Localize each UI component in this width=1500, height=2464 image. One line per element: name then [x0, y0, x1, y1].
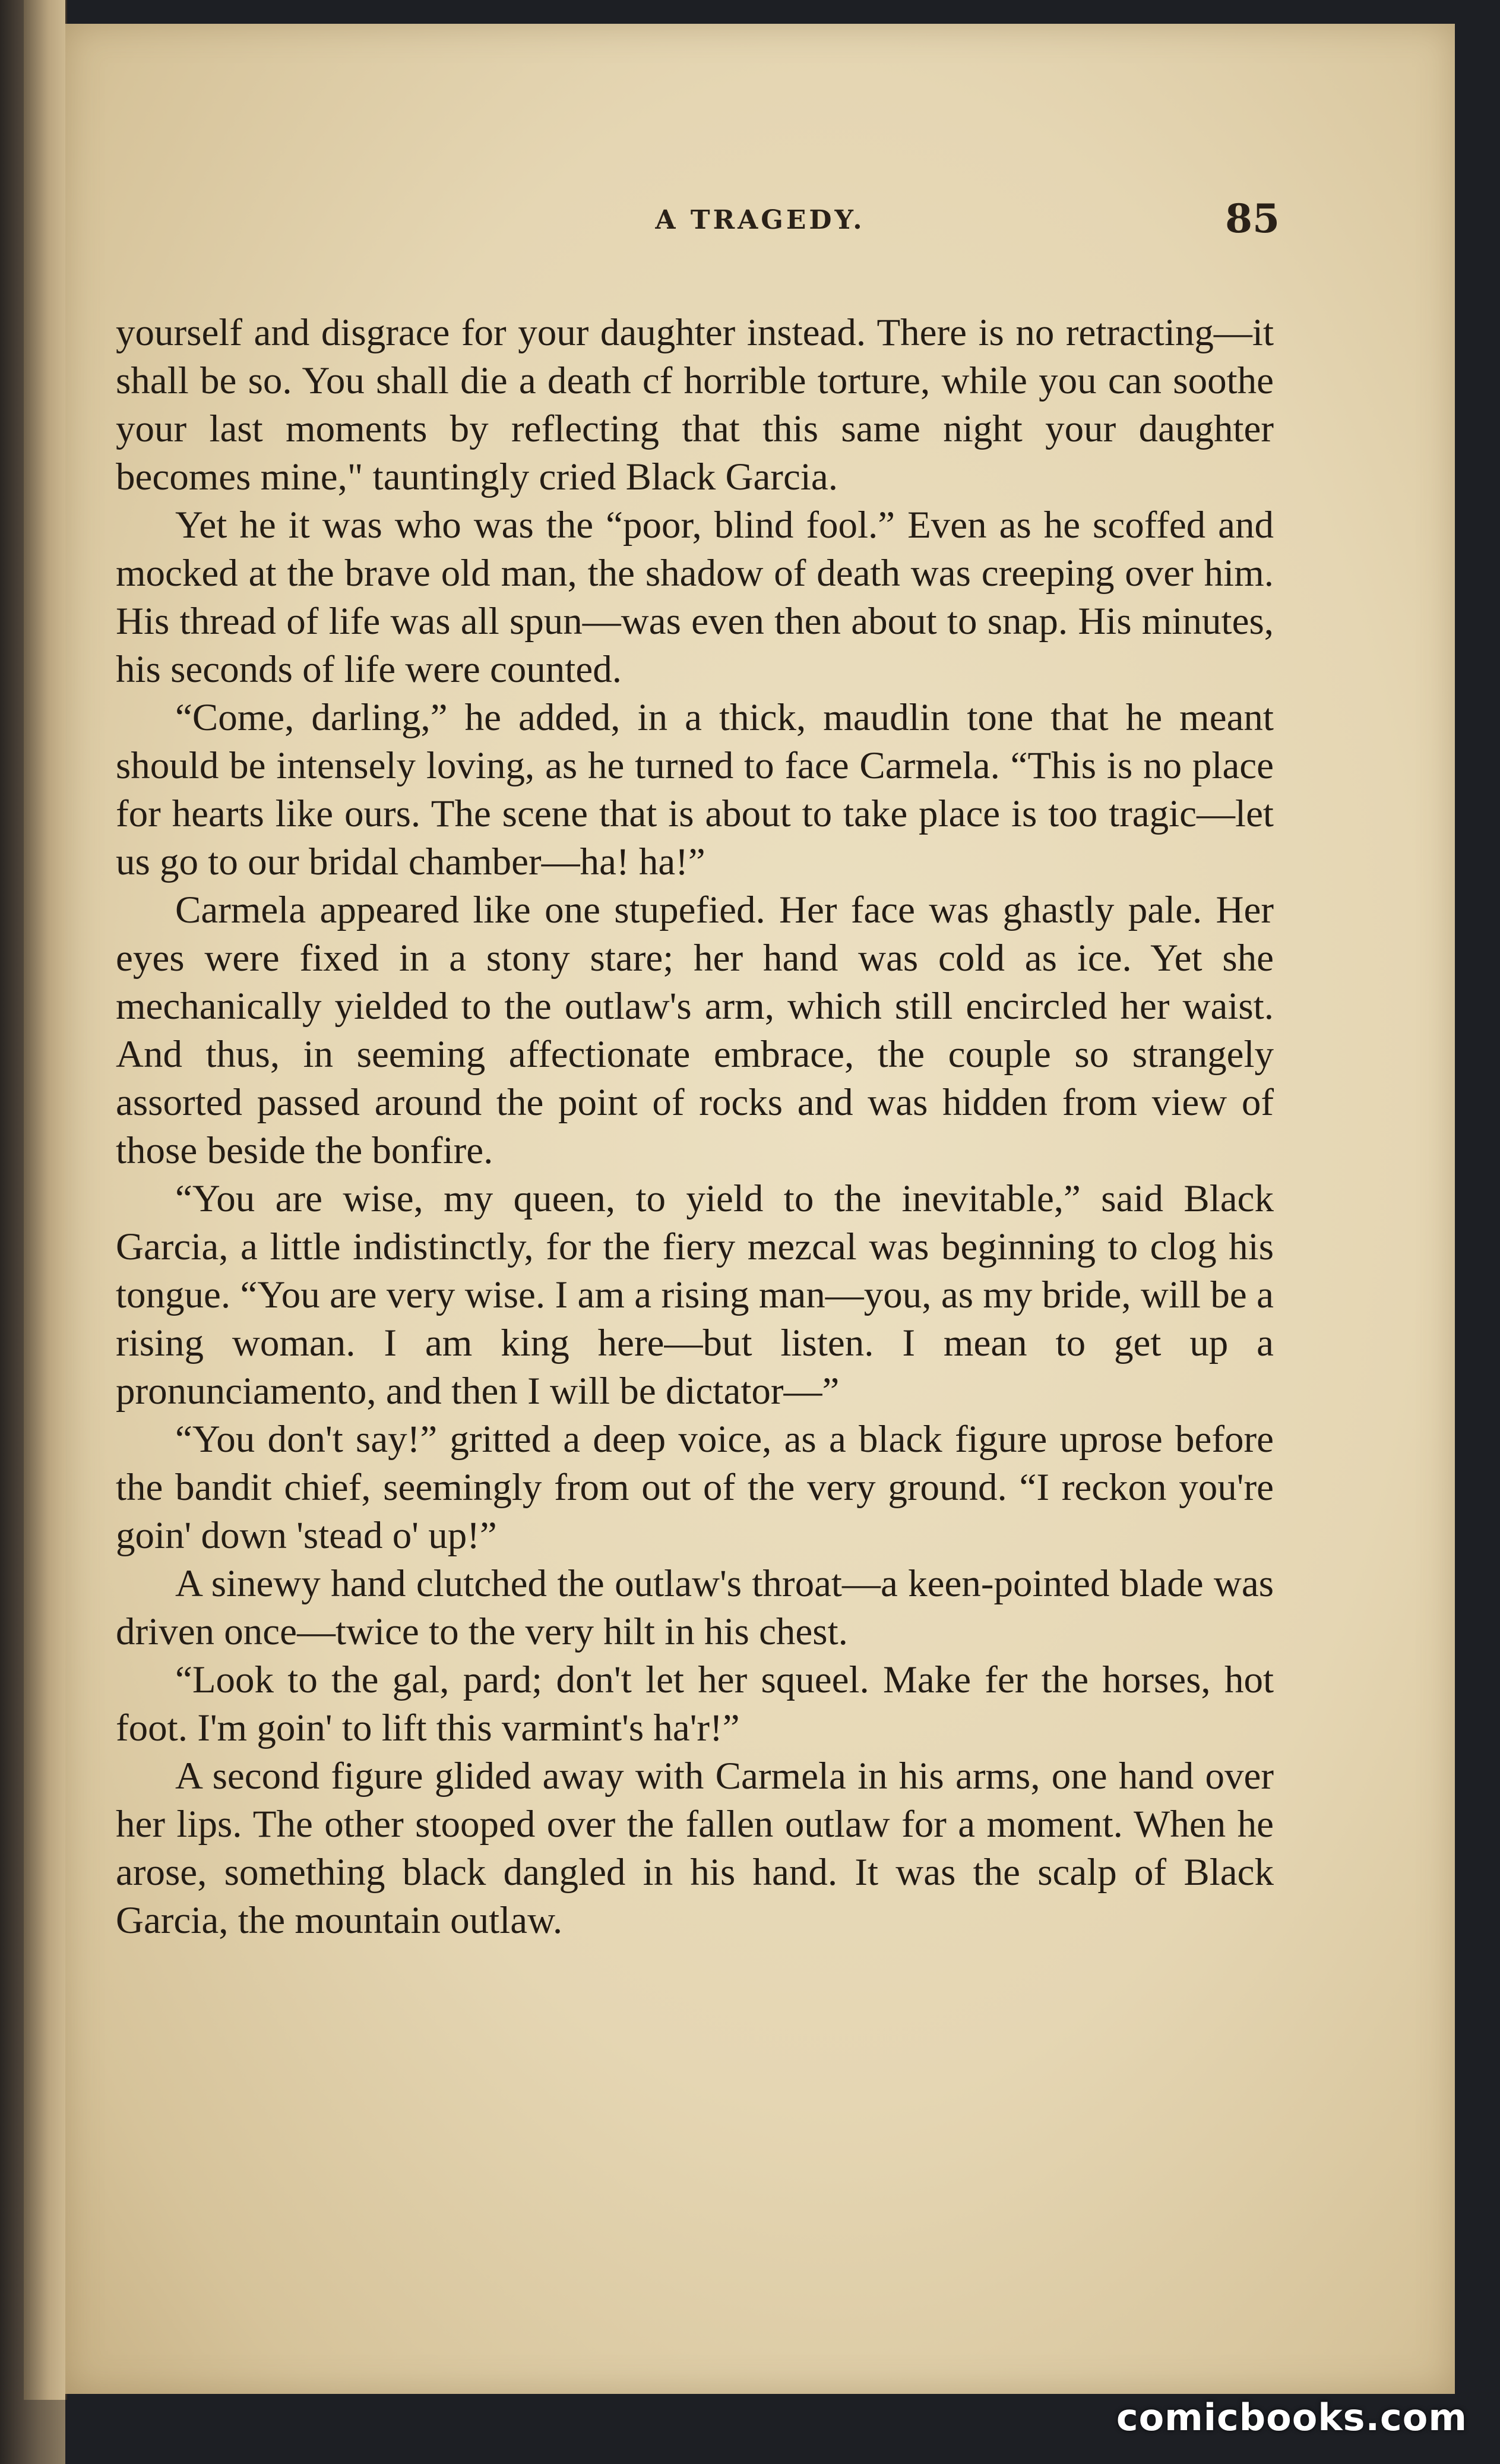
- paragraph: “You don't say!” gritted a deep voice, as a black figure uprose before the bandit chief, seemingly from out of the very ground. “I reckon you're goin' down 'stead o' up!”: [116, 1418, 1274, 1557]
- paragraph: “You are wise, my queen, to yield to the inevitable,” said Black Garcia, a little indistinctly, for the fiery mezcal was beginning to clog his tongue. “You are very wise. I am a rising man—you, as my bride, will be a rising woman. I am king here—but listen. I mean to get up a pronunciamento, and then I will be dictator—”: [116, 1177, 1274, 1413]
- paragraph: “Come, darling,” he added, in a thick, maudlin tone that he meant should be intensely loving, as he turned to face Carmela. “This is no place for hearts like ours. The scene that is about to take place is too tragic—let us go to our bridal chamber—ha! ha!”: [116, 696, 1274, 883]
- paragraph: Yet he it was who was the “poor, blind fool.” Even as he scoffed and mocked at the brave old man, the shadow of death was creeping over him. His thread of life was all spun—was even then about to snap. His minutes, his seconds of life were counted.: [116, 504, 1274, 691]
- running-head: A TRAGEDY.: [655, 205, 865, 235]
- paragraph: A second figure glided away with Carmela in his arms, one hand over her lips. The other stooped over the fallen outlaw for a moment. When he arose, something black dangled in his hand. It was the scalp of Black Garcia, the mountain outlaw.: [116, 1755, 1274, 1942]
- body-text: [116, 309, 1274, 1945]
- source-watermark: comicbooks.com: [1116, 2396, 1467, 2439]
- paragraph: Carmela appeared like one stupefied. Her face was ghastly pale. Her eyes were fixed in a stony stare; her hand was cold as ice. Yet she mechanically yielded to the outlaw's arm, which still encircled her waist. And thus, in seeming affectionate embrace, the couple so strangely assorted passed around the point of rocks and was hidden from view of those beside the bonfire.: [116, 889, 1274, 1172]
- page-header: [65, 193, 1455, 258]
- book-page: [65, 24, 1455, 2394]
- facing-page-edge: [24, 0, 67, 2400]
- paragraph: “Look to the gal, pard; don't let her squeel. Make fer the horses, hot foot. I'm goin' to lift this varmint's ha'r!”: [116, 1659, 1274, 1749]
- paragraph: yourself and disgrace for your daughter instead. There is no retracting—it shall be so. You shall die a death cf horrible torture, while you can soothe your last moments by reflecting that this same night your daughter becomes mine," tauntingly cried Black Garcia.: [116, 311, 1274, 498]
- page-number: 85: [1225, 195, 1280, 242]
- paragraph: A sinewy hand clutched the outlaw's throat—a keen-pointed blade was driven once—twice to the very hilt in his chest.: [116, 1562, 1274, 1653]
